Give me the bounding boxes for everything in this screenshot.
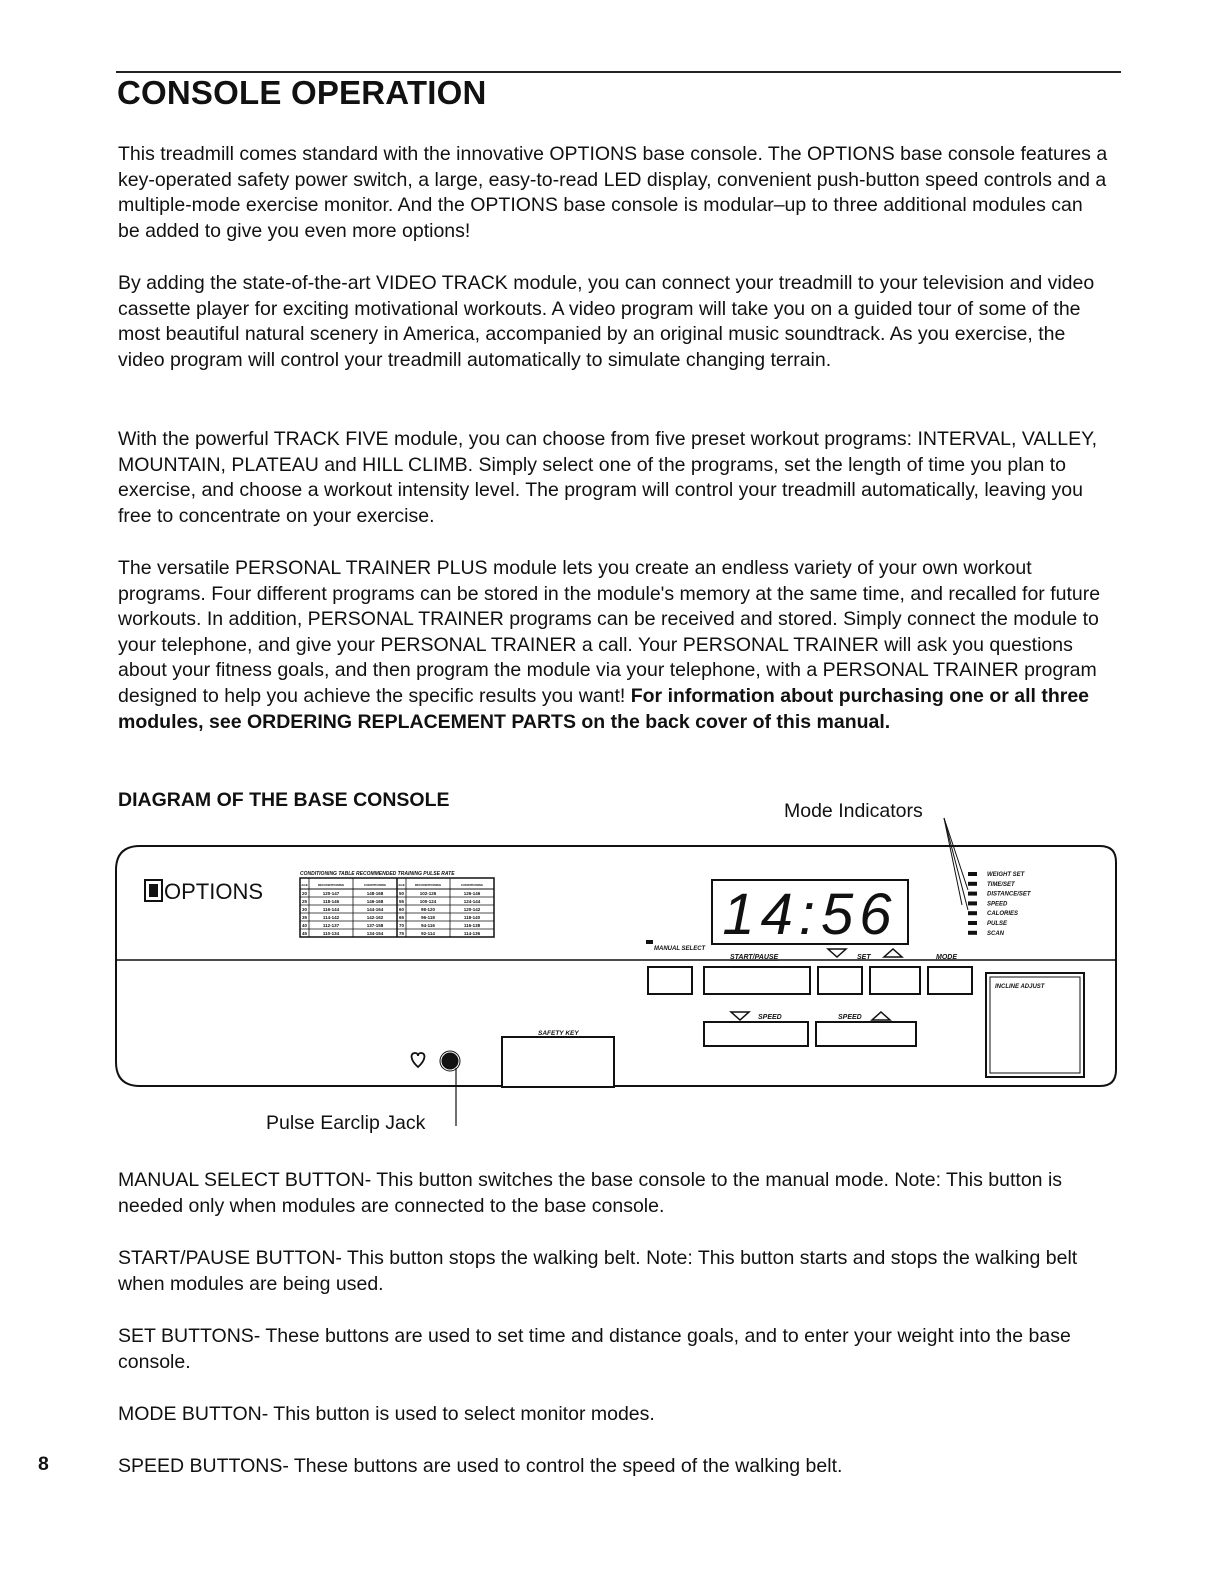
table-header-cell: CONDITIONING xyxy=(460,883,484,887)
heart-icon xyxy=(412,1053,425,1067)
mode-indicator-label: WEIGHT SET xyxy=(987,872,1025,878)
page-number: 8 xyxy=(38,1453,49,1475)
manual-indicator-led xyxy=(646,940,653,944)
start-pause-description: START/PAUSE BUTTON- This button stops the walking belt. Note: This button starts and stops the walking belt when modules are being used. xyxy=(118,1247,1078,1295)
mode-indicators-callout: Mode Indicators xyxy=(784,800,923,822)
table-cell: 112-137 xyxy=(322,923,340,928)
mode-indicator-label: PULSE xyxy=(987,921,1008,927)
page-title: CONSOLE OPERATION xyxy=(117,74,487,111)
mode-indicator-led xyxy=(968,921,977,925)
table-header-cell: RECONDITIONING xyxy=(414,883,442,887)
table-cell: 124-144 xyxy=(463,899,481,904)
intro-paragraph-3: With the powerful TRACK FIVE module, you can choose from five preset workout programs: INTERVAL, VALLEY, MOUNTAIN, PLATEAU and HILL CLIMB. Simply select one of the programs, set the length of time you plan to exercise, and choose a workout intensity level. The program will control your treadmill automatically, leaving you free to concentrate on your exercise. xyxy=(118,428,1098,527)
table-cell: 30 xyxy=(301,907,308,912)
table-cell: 137-158 xyxy=(366,923,384,928)
set-up-arrow-icon xyxy=(884,949,902,957)
table-cell: 120-142 xyxy=(463,907,481,912)
table-cell: 144-164 xyxy=(366,907,384,912)
speed-down-label: SPEED xyxy=(758,1014,782,1021)
mode-indicator-led xyxy=(968,931,977,935)
set-down-button[interactable] xyxy=(818,967,862,994)
table-cell: 45 xyxy=(301,931,308,936)
mode-label: MODE xyxy=(936,954,957,961)
pulse-jack-callout: Pulse Earclip Jack xyxy=(266,1112,426,1134)
set-up-button[interactable] xyxy=(870,967,920,994)
options-logo-fill xyxy=(149,884,158,897)
mode-indicator-label: SPEED xyxy=(987,901,1008,908)
table-cell: 116-138 xyxy=(463,923,481,928)
intro-paragraph-2: By adding the state-of-the-art VIDEO TRACK module, you can connect your treadmill to your television and video cassette player for exciting motivational workouts. A video program will take you on a guided tour of some of the most beautiful natural scenery in America, accompanied by an original music soundtrack. As you exercise, the video program will control your treadmill automatically to simulate changing terrain. xyxy=(118,272,1095,371)
mode-indicators-leader-c xyxy=(944,818,962,905)
conditioning-table-title: CONDITIONING TABLE RECOMMENDED TRAINING PULSE RATE xyxy=(300,871,455,877)
mode-indicator-label: TIME/SET xyxy=(987,881,1015,888)
intro-paragraph-4-bold: For information about purchasing one or all three modules, see ORDERING REPLACEMENT PARTS on the back cover of this manual. xyxy=(118,684,1090,733)
mode-button-description: MODE BUTTON- This button is used to select monitor modes. xyxy=(118,1403,655,1425)
intro-paragraph-1: This treadmill comes standard with the innovative OPTIONS base console. The OPTIONS base console features a key-operated safety power switch, a large, easy-to-read LED display, convenient push-button speed controls and a multiple-mode exercise monitor. And the OPTIONS base console is modular–up to three additional modules can be added to give you even more options! xyxy=(118,143,1108,242)
table-cell: 120-147 xyxy=(322,891,340,896)
set-buttons-description: SET BUTTONS- These buttons are used to set time and distance goals, and to enter your weight into the base console. xyxy=(118,1325,1071,1373)
table-cell: 25 xyxy=(301,899,308,904)
manual-select-button[interactable] xyxy=(648,967,692,994)
table-cell: 114-136 xyxy=(463,931,481,936)
table-cell: 110-134 xyxy=(322,931,340,936)
conditioning-table xyxy=(300,878,494,937)
table-cell: 75 xyxy=(398,931,405,936)
table-cell: 114-142 xyxy=(322,915,340,920)
mode-indicators-leader-a xyxy=(944,818,968,910)
table-cell: 35 xyxy=(301,915,308,920)
table-cell: 94-116 xyxy=(421,923,435,928)
table-cell: 40 xyxy=(301,923,308,928)
table-cell: 98-120 xyxy=(420,907,436,912)
mode-indicator-led xyxy=(968,892,977,896)
speed-up-label: SPEED xyxy=(838,1014,862,1021)
mode-button[interactable] xyxy=(928,967,972,994)
start-pause-button[interactable] xyxy=(704,967,810,994)
speed-down-button[interactable] xyxy=(704,1022,808,1046)
speed-buttons-description: SPEED BUTTONS- These buttons are used to control the speed of the walking belt. xyxy=(118,1455,843,1477)
set-label: SET xyxy=(857,954,871,961)
mode-indicator-led xyxy=(968,872,977,876)
manual-select-description: MANUAL SELECT BUTTON- This button switches the base console to the manual mode. Note: This button is needed only when modules are connected to the base console. xyxy=(118,1169,1063,1217)
incline-adjust-label: INCLINE ADJUST xyxy=(995,984,1045,990)
table-cell: 118-140 xyxy=(463,915,481,920)
mode-indicator-label: DISTANCE/SET xyxy=(987,891,1031,898)
table-header-cell: AGE xyxy=(301,883,308,887)
start-pause-label: START/PAUSE xyxy=(730,954,779,961)
mode-indicator-label: SCAN xyxy=(987,930,1005,937)
table-cell: 96-118 xyxy=(421,915,435,920)
table-cell: 134-154 xyxy=(366,931,384,936)
table-cell: 118-146 xyxy=(322,899,340,904)
table-cell: 148-168 xyxy=(366,891,384,896)
led-display-value: 14:56 xyxy=(722,882,898,947)
safety-key-slot[interactable] xyxy=(502,1037,614,1087)
table-header-cell: RECONDITIONING xyxy=(317,883,345,887)
table-cell: 50 xyxy=(398,891,405,896)
mode-indicators-leader-b xyxy=(944,818,968,890)
speed-up-arrow-icon xyxy=(872,1012,890,1020)
table-cell: 55 xyxy=(398,899,405,904)
table-cell: 100-124 xyxy=(419,899,437,904)
table-cell: 102-126 xyxy=(419,891,437,896)
intro-paragraph-4-text: The versatile PERSONAL TRAINER PLUS module lets you create an endless variety of your own workout programs. Four different programs can be stored in the module's memory at the same time, and recalled for future workouts. In addition, PERSONAL TRAINER programs can be received and stored. Simply connect the module to your telephone, and give your PERSONAL TRAINER a call. Your PERSONAL TRAINER will ask you questions about your fitness goals, and then program the module via your telephone, with a PERSONAL TRAINER program designed to help you achieve the specific results you want! xyxy=(118,557,1101,707)
safety-key-label: SAFETY KEY xyxy=(538,1030,579,1037)
mode-indicator-led xyxy=(968,901,977,905)
table-header-cell: AGE xyxy=(398,883,405,887)
pulse-earclip-jack[interactable] xyxy=(442,1053,458,1069)
mode-indicator-list xyxy=(968,872,1032,937)
table-cell: 60 xyxy=(398,907,405,912)
table-cell: 142-162 xyxy=(366,915,384,920)
mode-indicator-led xyxy=(968,882,977,886)
manual-select-label: MANUAL SELECT xyxy=(654,946,706,952)
table-header-cell: CONDITIONING xyxy=(363,883,387,887)
table-cell: 65 xyxy=(398,915,405,920)
set-down-arrow-icon xyxy=(828,949,846,957)
table-cell: 116-144 xyxy=(322,907,340,912)
mode-indicator-led xyxy=(968,911,977,915)
table-cell: 20 xyxy=(301,891,308,896)
speed-up-button[interactable] xyxy=(816,1022,916,1046)
table-cell: 146-168 xyxy=(366,899,384,904)
table-cell: 70 xyxy=(398,923,405,928)
table-cell: 92-114 xyxy=(421,931,435,936)
table-cell: 126-146 xyxy=(463,891,481,896)
brand-text: OPTIONS xyxy=(164,879,264,904)
diagram-heading: DIAGRAM OF THE BASE CONSOLE xyxy=(118,789,450,811)
speed-down-arrow-icon xyxy=(731,1012,749,1020)
mode-indicator-label: CALORIES xyxy=(987,911,1019,918)
